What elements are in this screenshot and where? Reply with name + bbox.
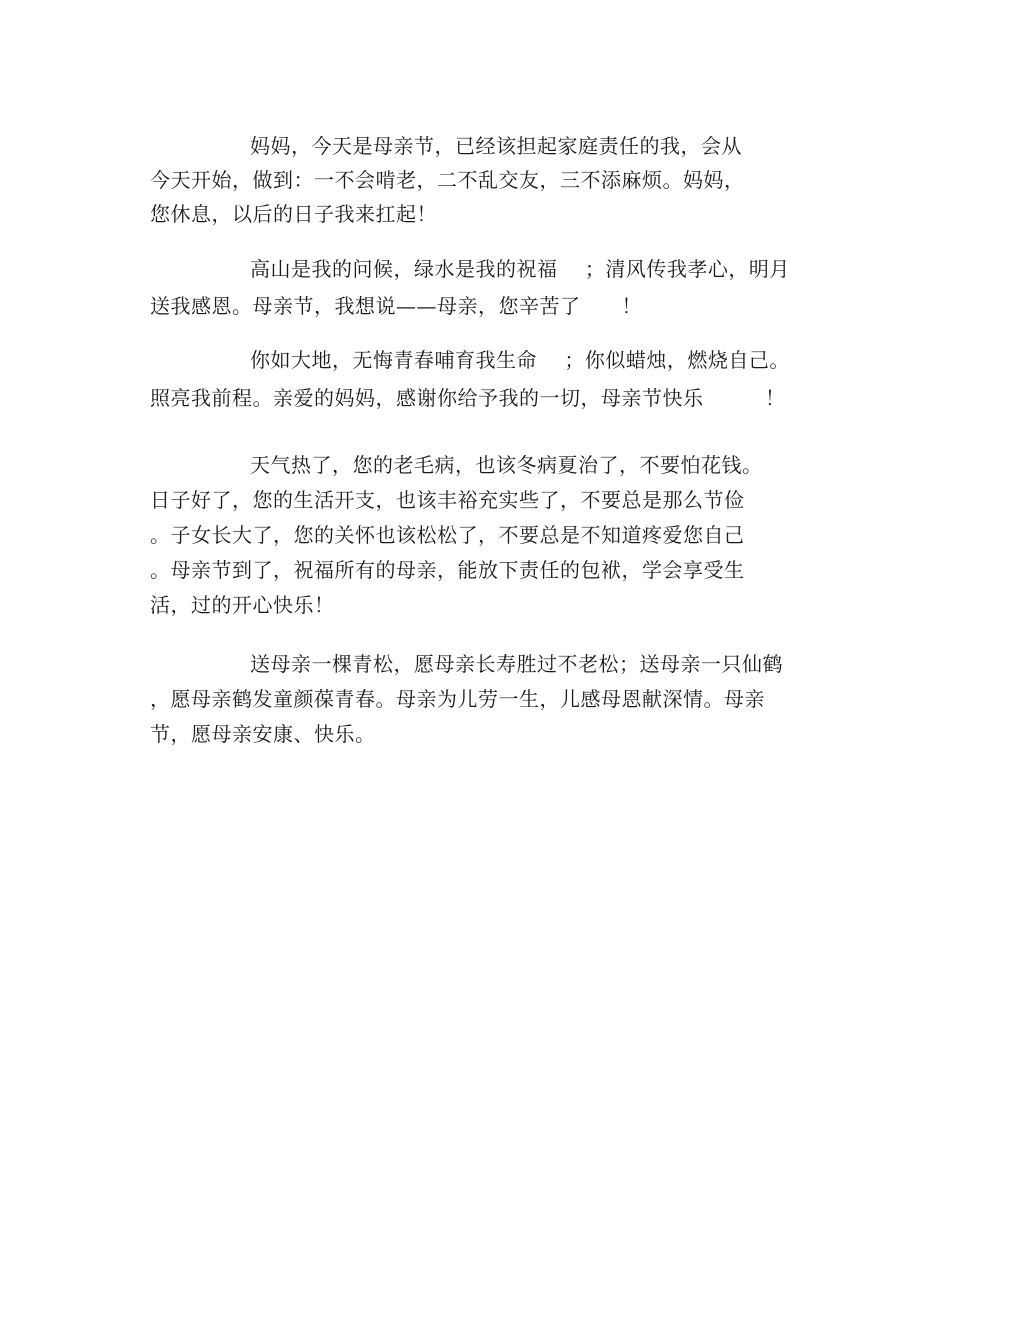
paragraph-line: 你如大地，无悔青春哺育我生命 ；你似蜡烛，燃烧自己。 bbox=[250, 348, 790, 372]
paragraph-line: 。子女长大了，您的关怀也该松松了，不要总是不知道疼爱您自己 bbox=[150, 523, 745, 547]
paragraph-line: 照亮我前程。亲爱的妈妈，感谢你给予我的一切，母亲节快乐 ！ bbox=[150, 386, 786, 410]
paragraph-line: 妈妈，今天是母亲节，已经该担起家庭责任的我，会从 bbox=[250, 134, 742, 158]
paragraph-line: 高山是我的问候，绿水是我的祝福 ；清风传我孝心，明月 bbox=[250, 257, 790, 281]
paragraph-line: 送我感恩。母亲节，我想说——母亲，您辛苦了 ！ bbox=[150, 294, 642, 318]
paragraph-line: 天气热了，您的老毛病，也该冬病夏治了，不要怕花钱。 bbox=[250, 453, 763, 477]
paragraph-line: 节，愿母亲安康、快乐。 bbox=[150, 722, 376, 746]
paragraph-line: ，愿母亲鹤发童颜葆青春。母亲为儿劳一生，儿感母恩献深情。母亲 bbox=[150, 687, 765, 711]
paragraph-line: 日子好了，您的生活开支，也该丰裕充实些了，不要总是那么节俭 bbox=[150, 488, 745, 512]
paragraph-line: 您休息，以后的日子我来扛起！ bbox=[150, 202, 437, 226]
paragraph-line: 送母亲一棵青松，愿母亲长寿胜过不老松；送母亲一只仙鹤 bbox=[250, 652, 783, 676]
paragraph-line: 活，过的开心快乐！ bbox=[150, 593, 335, 617]
paragraph-line: 。母亲节到了，祝福所有的母亲，能放下责任的包袱，学会享受生 bbox=[150, 558, 745, 582]
paragraph-line: 今天开始，做到：一不会啃老，二不乱交友，三不添麻烦。妈妈， bbox=[150, 168, 745, 192]
